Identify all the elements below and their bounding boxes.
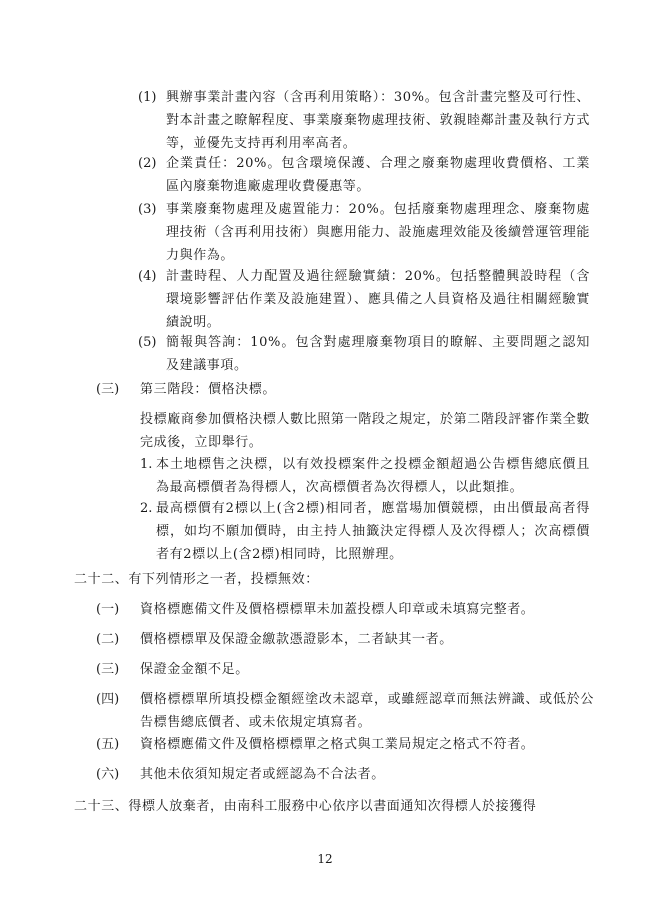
section-title: 第三階段：價格決標。 <box>140 382 277 397</box>
invalid-condition-5 <box>96 733 594 756</box>
scoring-item-1 <box>138 86 590 155</box>
rule-number: 2. <box>140 501 153 516</box>
invalid-condition-3 <box>96 658 594 681</box>
condition-text: 保證金金額不足。 <box>140 662 249 677</box>
item-number: (2) <box>138 156 157 171</box>
condition-text: 價格標標單及保證金繳款憑證影本，二者缺其一者。 <box>140 632 453 647</box>
invalid-condition-2 <box>96 628 594 651</box>
rule-text: 最高標價有2標以上(含2標)相同者，應當場加價競標，由出價最高者得標，如均不願加價時，由主持人抽籤決定得標人及次得標人；次高標價者有2標以上(含2標)相同時，比照辦理。 <box>156 501 590 562</box>
article-23 <box>74 795 594 818</box>
stage3-heading <box>96 378 590 401</box>
stage3-paragraph <box>140 408 590 454</box>
invalid-condition-6 <box>96 763 594 786</box>
condition-text: 其他未依須知規定者或經認為不合法者。 <box>140 767 385 782</box>
condition-number: (二) <box>96 632 120 647</box>
invalid-condition-1 <box>96 598 594 621</box>
item-text: 計畫時程、人力配置及過往經驗實績：20%。包括整體興設時程（含環境影響評估作業及設施建置）、應具備之人員資格及過往相關經驗實績說明。 <box>166 269 590 330</box>
rule-text: 本土地標售之決標，以有效投標案件之投標金額超過公告標售總底價且為最高標價者為得標人，次高標價者為次得標人，以此類推。 <box>156 457 590 495</box>
rule-number: 1. <box>140 457 153 472</box>
item-number: (4) <box>138 269 157 284</box>
condition-number: (四) <box>96 692 120 707</box>
article-22-heading <box>74 568 594 591</box>
item-number: (3) <box>138 202 157 217</box>
item-number: (1) <box>138 90 157 105</box>
item-text: 企業責任：20%。包含環境保護、合理之廢棄物處理收費價格、工業區內廢棄物進廠處理收費優惠等。 <box>166 156 590 194</box>
invalid-condition-4 <box>96 688 594 734</box>
section-number: (三) <box>96 382 120 397</box>
item-number: (5) <box>138 335 157 350</box>
scoring-item-3 <box>138 198 590 267</box>
item-text: 興辦事業計畫內容（含再利用策略）：30%。包含計畫完整及可行性、對本計畫之瞭解程度、事業廢棄物處理技術、敦親睦鄰計畫及執行方式等，並優先支持再利用率高者。 <box>166 90 590 151</box>
item-text: 簡報與答詢：10%。包含對處理廢棄物項目的瞭解、主要問題之認知及建議事項。 <box>166 335 590 373</box>
condition-number: (六) <box>96 767 120 782</box>
page-number: 12 <box>317 852 333 866</box>
award-rule-2 <box>140 497 590 566</box>
condition-number: (五) <box>96 737 120 752</box>
condition-text: 資格標應備文件及價格標標單未加蓋投標人印章或未填寫完整者。 <box>140 602 535 617</box>
article-title: 二十二、有下列情形之一者，投標無效： <box>74 572 319 587</box>
item-text: 事業廢棄物處理及處置能力：20%。包括廢棄物處理理念、廢棄物處理技術（含再利用技術）與應用能力、設施處理效能及後續營運管理能力與作為。 <box>166 202 590 263</box>
condition-text: 資格標應備文件及價格標標單之格式與工業局規定之格式不符者。 <box>140 737 535 752</box>
scoring-item-2 <box>138 152 590 198</box>
article-text: 二十三、得標人放棄者，由南科工服務中心依序以書面通知次得標人於接獲得 <box>74 799 537 814</box>
condition-text: 價格標標單所填投標金額經塗改未認章，或雖經認章而無法辨識、或低於公告標售總底價者、或未依規定填寫者。 <box>140 692 594 730</box>
condition-number: (一) <box>96 602 120 617</box>
paragraph-text: 投標廠商參加價格決標人數比照第一階段之規定，於第二階段評審作業全數完成後，立即舉行。 <box>140 412 590 450</box>
condition-number: (三) <box>96 662 120 677</box>
scoring-item-5 <box>138 331 590 377</box>
award-rule-1 <box>140 453 590 499</box>
scoring-item-4 <box>138 265 590 334</box>
